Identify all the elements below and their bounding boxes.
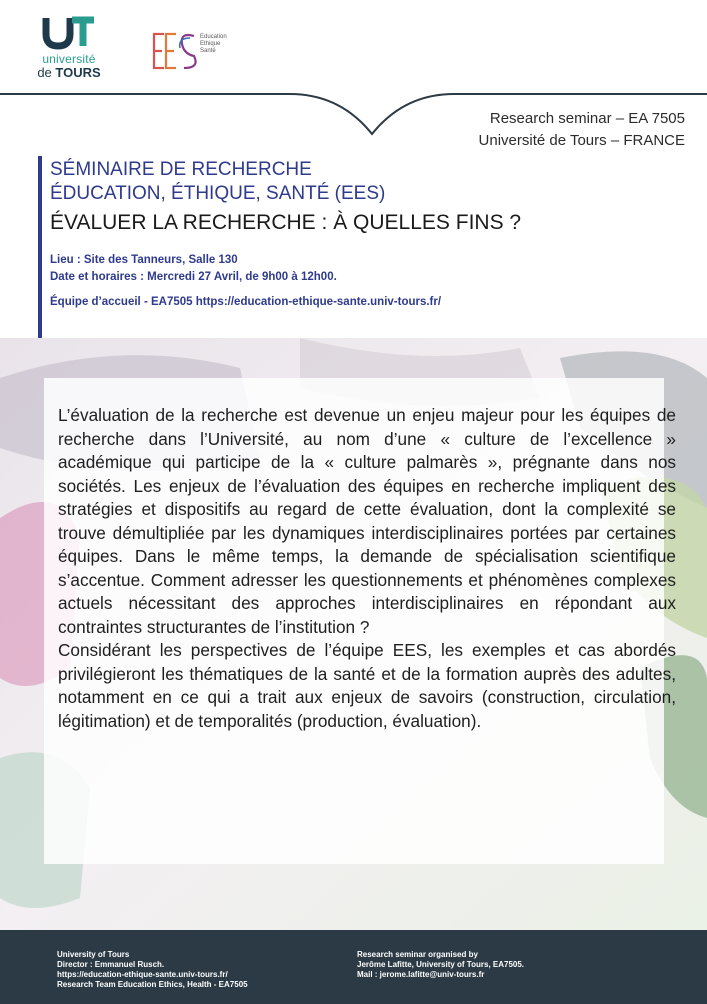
info-date: Date et horaires : Mercredi 27 Avril, de 9h00 à 12h00. [50, 271, 337, 283]
research-seminar-line: Research seminar – EA 7505 [489, 110, 685, 127]
ees-logo-text [200, 34, 227, 55]
seminar-info [50, 252, 670, 311]
ees-logo [150, 28, 250, 76]
info-equipe: Équipe d’accueil - EA7505 https://education-ethique-sante.univ-tours.fr/ [50, 296, 442, 308]
footer [0, 930, 707, 1004]
university-line: Université de Tours – FRANCE [478, 132, 685, 149]
footer-right-line: Jerôme Lafitte, University of Tours, EA7505. [357, 960, 525, 969]
title-block [50, 158, 670, 311]
footer-left-line: Research Team Education Ethics, Health - EA7505 [57, 980, 248, 989]
ut-logo-mark-icon [42, 14, 96, 50]
footer-left-line: University of Tours [57, 950, 130, 959]
footer-left-line: https://education-ethique-sante.univ-tours.fr/ [57, 970, 228, 979]
ees-logo-text-1: Education [200, 34, 227, 40]
ut-logo-tours: TOURS [55, 65, 101, 80]
info-lieu: Lieu : Site des Tanneurs, Salle 130 [50, 254, 238, 266]
seminar-description [58, 404, 676, 733]
footer-right-line: Mail : jerome.lafitte@univ-tours.fr [357, 970, 485, 979]
title-accent-bar [38, 156, 42, 340]
ees-logo-text-2: Ethique [200, 41, 221, 47]
ees-logo-mark-icon [150, 28, 200, 76]
footer-right [357, 950, 524, 980]
ut-logo-line2 [28, 65, 110, 80]
description-paragraph-2: Considérant les perspectives de l’équipe EES, les exemples et cas abordés privilégieront les thématiques de la santé et de la formation auprès des adultes, notamment en ce qui a trait aux enjeux de savoirs (construction, circulation, légitimation) et de temporalités (production, évaluation). [58, 640, 676, 731]
seminar-main-title: ÉVALUER LA RECHERCHE : À QUELLES FINS ? [50, 211, 522, 234]
research-seminar-header [479, 108, 685, 152]
ut-logo-de: de [37, 65, 52, 80]
footer-left-line: Director : Emmanuel Rusch. [57, 960, 165, 969]
ees-logo-text-3: Santé [200, 48, 216, 54]
ut-logo-line1: université [42, 52, 96, 66]
footer-right-line: Research seminar organised by [357, 950, 478, 959]
seminar-title-line2: ÉDUCATION, ÉTHIQUE, SANTÉ (EES) [50, 183, 386, 204]
description-paragraph-1: L’évaluation de la recherche est devenue un enjeu majeur pour les équipes de recherche dans l’Université, au nom d’une « culture de l’excellence » académique qui participe de la « culture palmarès », prégnante dans nos sociétés. Les enjeux de l’évaluation des équipes en recherche impliquent des stratégies et dispositifs au regard de cette évaluation, dont la complexité se trouve démultipliée par les dynamiques interdisciplinaires portées par certaines équipes. Dans le même temps, la demande de spécialisation scientifique s’accentue. Comment adresser les questionnements et phénomènes complexes actuels nécessitant des approches interdisciplinaires en répondant aux contraintes structurantes de l’institution ? [58, 405, 676, 637]
seminar-title-line1: SÉMINAIRE DE RECHERCHE [50, 159, 312, 180]
footer-left [57, 950, 248, 990]
universite-de-tours-logo [28, 14, 110, 80]
